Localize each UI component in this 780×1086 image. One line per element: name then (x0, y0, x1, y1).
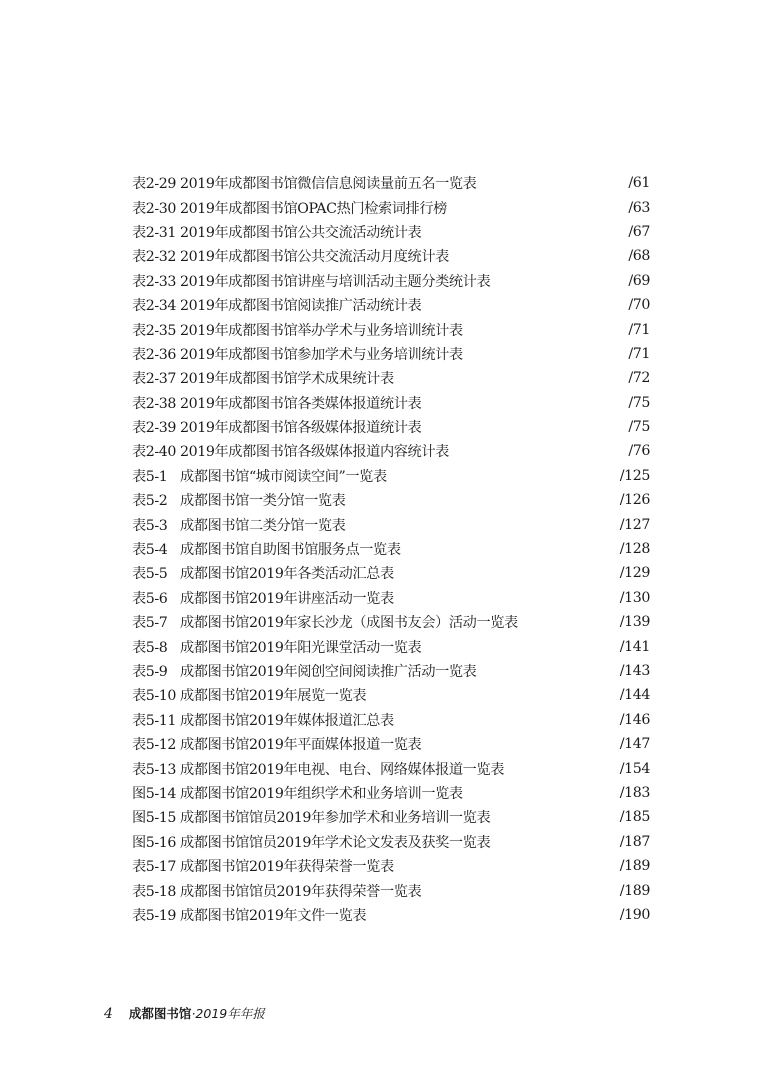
footer-library-name: 成都图书馆 (128, 1006, 192, 1021)
toc-entry (132, 805, 650, 829)
toc-entry (132, 659, 650, 683)
toc-entry-page: /71 (628, 321, 650, 338)
toc-entry-page: /75 (628, 419, 650, 436)
toc-entry-number: 表2-37 (132, 371, 177, 388)
toc-entry-number: 表5-6 (132, 590, 168, 607)
toc-entry-number: 表2-34 (132, 298, 177, 315)
footer-report-name: 2019年年报 (195, 1006, 265, 1021)
toc-entry-number: 表2-35 (132, 322, 177, 339)
toc-entry-page: /185 (619, 809, 650, 826)
toc-entry-title: 2019年成都图书馆公共交流活动统计表 (180, 224, 422, 241)
toc-entry-number: 图5-14 (132, 785, 177, 802)
toc-entry-number: 表2-32 (132, 249, 177, 266)
toc-entry (132, 171, 650, 195)
toc-entry-page: /71 (628, 345, 650, 362)
toc-entry-number: 表5-4 (132, 542, 168, 559)
toc-entry-number: 图5-16 (132, 834, 177, 851)
toc-entry-number: 表2-36 (132, 346, 177, 363)
toc-entry-page: /125 (619, 467, 650, 484)
toc-entry-number: 表2-31 (132, 224, 177, 241)
toc-entry-number: 表2-33 (132, 273, 177, 290)
toc-entry (132, 195, 650, 219)
toc-entry (132, 708, 650, 732)
toc-entry-page: /76 (628, 443, 650, 460)
toc-entry (132, 317, 650, 341)
toc-entry-title: 成都图书馆馆员2019年学术论文发表及获奖一览表 (180, 834, 491, 851)
toc-entry-number: 表5-9 (132, 664, 168, 680)
toc-entry-title: 成都图书馆2019年各类活动汇总表 (180, 566, 394, 583)
toc-entry-title: 成都图书馆馆员2019年参加学术和业务培训一览表 (180, 810, 491, 827)
toc-entry-page: /143 (619, 663, 650, 679)
footer-separator: · (191, 1006, 196, 1021)
toc-entry (132, 732, 650, 756)
toc-entry-page: /141 (619, 638, 650, 655)
toc-entry (132, 854, 650, 878)
toc-entry-title: 成都图书馆一类分馆一览表 (180, 493, 346, 510)
toc-entry-title: 成都图书馆2019年媒体报道汇总表 (180, 712, 394, 729)
toc-entry-title: 成都图书馆2019年讲座活动一览表 (180, 590, 394, 607)
toc-entry (132, 878, 650, 902)
toc-entry-number: 表5-12 (132, 737, 177, 754)
toc-entry-page: /130 (619, 589, 650, 606)
toc-entry (132, 830, 650, 854)
toc-entry (132, 342, 650, 366)
toc-entry-number: 表2-38 (132, 395, 177, 412)
toc-entry-number: 表2-40 (132, 444, 177, 461)
toc-entry-page: /68 (628, 248, 650, 265)
toc-entry (132, 220, 650, 244)
toc-entry (132, 488, 650, 512)
toc-entry (132, 586, 650, 610)
toc-entry-page: /189 (619, 858, 650, 875)
toc-entry-title: 成都图书馆2019年平面媒体报道一览表 (180, 737, 422, 754)
toc-entry-page: /127 (619, 516, 650, 533)
toc-entry-number: 表5-10 (132, 688, 177, 705)
toc-entry-title: 2019年成都图书馆讲座与培训活动主题分类统计表 (180, 273, 491, 290)
toc-entry-title: 成都图书馆二类分馆一览表 (180, 517, 346, 534)
toc-entry-title: 成都图书馆2019年文件一览表 (180, 907, 367, 924)
toc-entry-title: 2019年成都图书馆公共交流活动月度统计表 (180, 249, 449, 266)
toc-entry-title: 2019年成都图书馆参加学术与业务培训统计表 (180, 346, 463, 363)
toc-entry-number: 表5-2 (132, 493, 168, 510)
toc-entry-title: 2019年成都图书馆各级媒体报道内容统计表 (180, 444, 449, 461)
toc-entry-page: /128 (619, 541, 650, 558)
toc-entry (132, 781, 650, 805)
toc-entry-number: 表5-18 (132, 883, 177, 900)
toc-entry-page: /144 (619, 687, 650, 704)
toc-entry-page: /72 (628, 370, 650, 387)
toc-entry-number: 表5-19 (132, 907, 177, 924)
toc-entry-page: /146 (619, 711, 650, 728)
toc-entry-title: 成都图书馆2019年电视、电台、网络媒体报道一览表 (180, 761, 505, 778)
toc-entry-title: 成都图书馆2019年家长沙龙（成图书友会）活动一览表 (180, 615, 518, 632)
toc-entry-title: 2019年成都图书馆各类媒体报道统计表 (180, 395, 422, 412)
toc-entry (132, 903, 650, 927)
toc-entry-title: 成都图书馆2019年阳光课堂活动一览表 (180, 639, 422, 656)
toc-entry (132, 366, 650, 390)
page-number: 4 (104, 1006, 113, 1022)
toc-entry-title: 成都图书馆馆员2019年获得荣誉一览表 (180, 883, 422, 900)
toc-entry-number: 表2-39 (132, 420, 177, 437)
toc-entry-page: /126 (619, 492, 650, 509)
toc-entry-number: 表5-3 (132, 517, 168, 534)
toc-entry-page: /183 (619, 784, 650, 801)
toc-entry-page: /187 (619, 833, 650, 850)
toc-entry-number: 表5-1 (132, 468, 168, 485)
toc-entry-page: /147 (619, 736, 650, 753)
toc-entry (132, 293, 650, 317)
toc-entry-title: 成都图书馆2019年展览一览表 (180, 688, 367, 705)
toc-entry-number: 表2-29 (132, 176, 177, 193)
toc-entry-title: 2019年成都图书馆学术成果统计表 (180, 371, 394, 388)
toc-entry-page: /69 (628, 272, 650, 289)
toc-entry (132, 610, 650, 634)
toc-entry-number: 图5-15 (132, 810, 177, 827)
toc-entry-page: /154 (619, 760, 650, 777)
table-of-contents (132, 171, 650, 927)
toc-entry (132, 269, 650, 293)
toc-entry (132, 634, 650, 658)
toc-entry (132, 683, 650, 707)
toc-entry (132, 561, 650, 585)
toc-entry-title: 2019年成都图书馆OPAC热门检索词排行榜 (180, 200, 447, 217)
toc-entry-number: 表5-8 (132, 639, 168, 656)
toc-entry (132, 464, 650, 488)
toc-entry (132, 512, 650, 536)
toc-entry-number: 表5-11 (132, 712, 177, 729)
toc-entry-page: /75 (628, 394, 650, 411)
toc-entry-page: /190 (619, 906, 650, 923)
toc-entry-page: /129 (619, 565, 650, 582)
toc-entry-page: /67 (628, 223, 650, 240)
toc-entry-title: 成都图书馆自助图书馆服务点一览表 (180, 542, 401, 559)
page-footer (104, 1004, 265, 1022)
toc-entry-number: 表5-5 (132, 566, 168, 583)
toc-entry (132, 439, 650, 463)
toc-entry-page: /139 (619, 614, 650, 631)
toc-entry-title: 2019年成都图书馆阅读推广活动统计表 (180, 298, 422, 315)
toc-entry-page: /70 (628, 297, 650, 314)
toc-entry-title: 成都图书馆2019年获得荣誉一览表 (180, 859, 394, 876)
toc-entry-title: 2019年成都图书馆举办学术与业务培训统计表 (180, 322, 463, 339)
toc-entry (132, 391, 650, 415)
toc-entry-number: 表5-13 (132, 761, 177, 778)
toc-entry (132, 756, 650, 780)
toc-entry (132, 415, 650, 439)
toc-entry-page: /61 (628, 175, 650, 192)
toc-entry-title: 2019年成都图书馆各级媒体报道统计表 (180, 420, 422, 437)
toc-entry-page: /63 (628, 199, 650, 216)
toc-entry-title: 成都图书馆2019年阅创空间阅读推广活动一览表 (180, 664, 477, 680)
toc-entry-title: 成都图书馆“城市阅读空间”一览表 (180, 468, 387, 485)
toc-entry (132, 537, 650, 561)
toc-entry-title: 2019年成都图书馆微信信息阅读量前五名一览表 (180, 176, 477, 193)
toc-entry-page: /189 (619, 882, 650, 899)
toc-entry-number: 表5-17 (132, 859, 177, 876)
toc-entry (132, 244, 650, 268)
toc-entry-title: 成都图书馆2019年组织学术和业务培训一览表 (180, 785, 463, 802)
toc-entry-number: 表5-7 (132, 615, 168, 632)
toc-entry-number: 表2-30 (132, 200, 177, 217)
